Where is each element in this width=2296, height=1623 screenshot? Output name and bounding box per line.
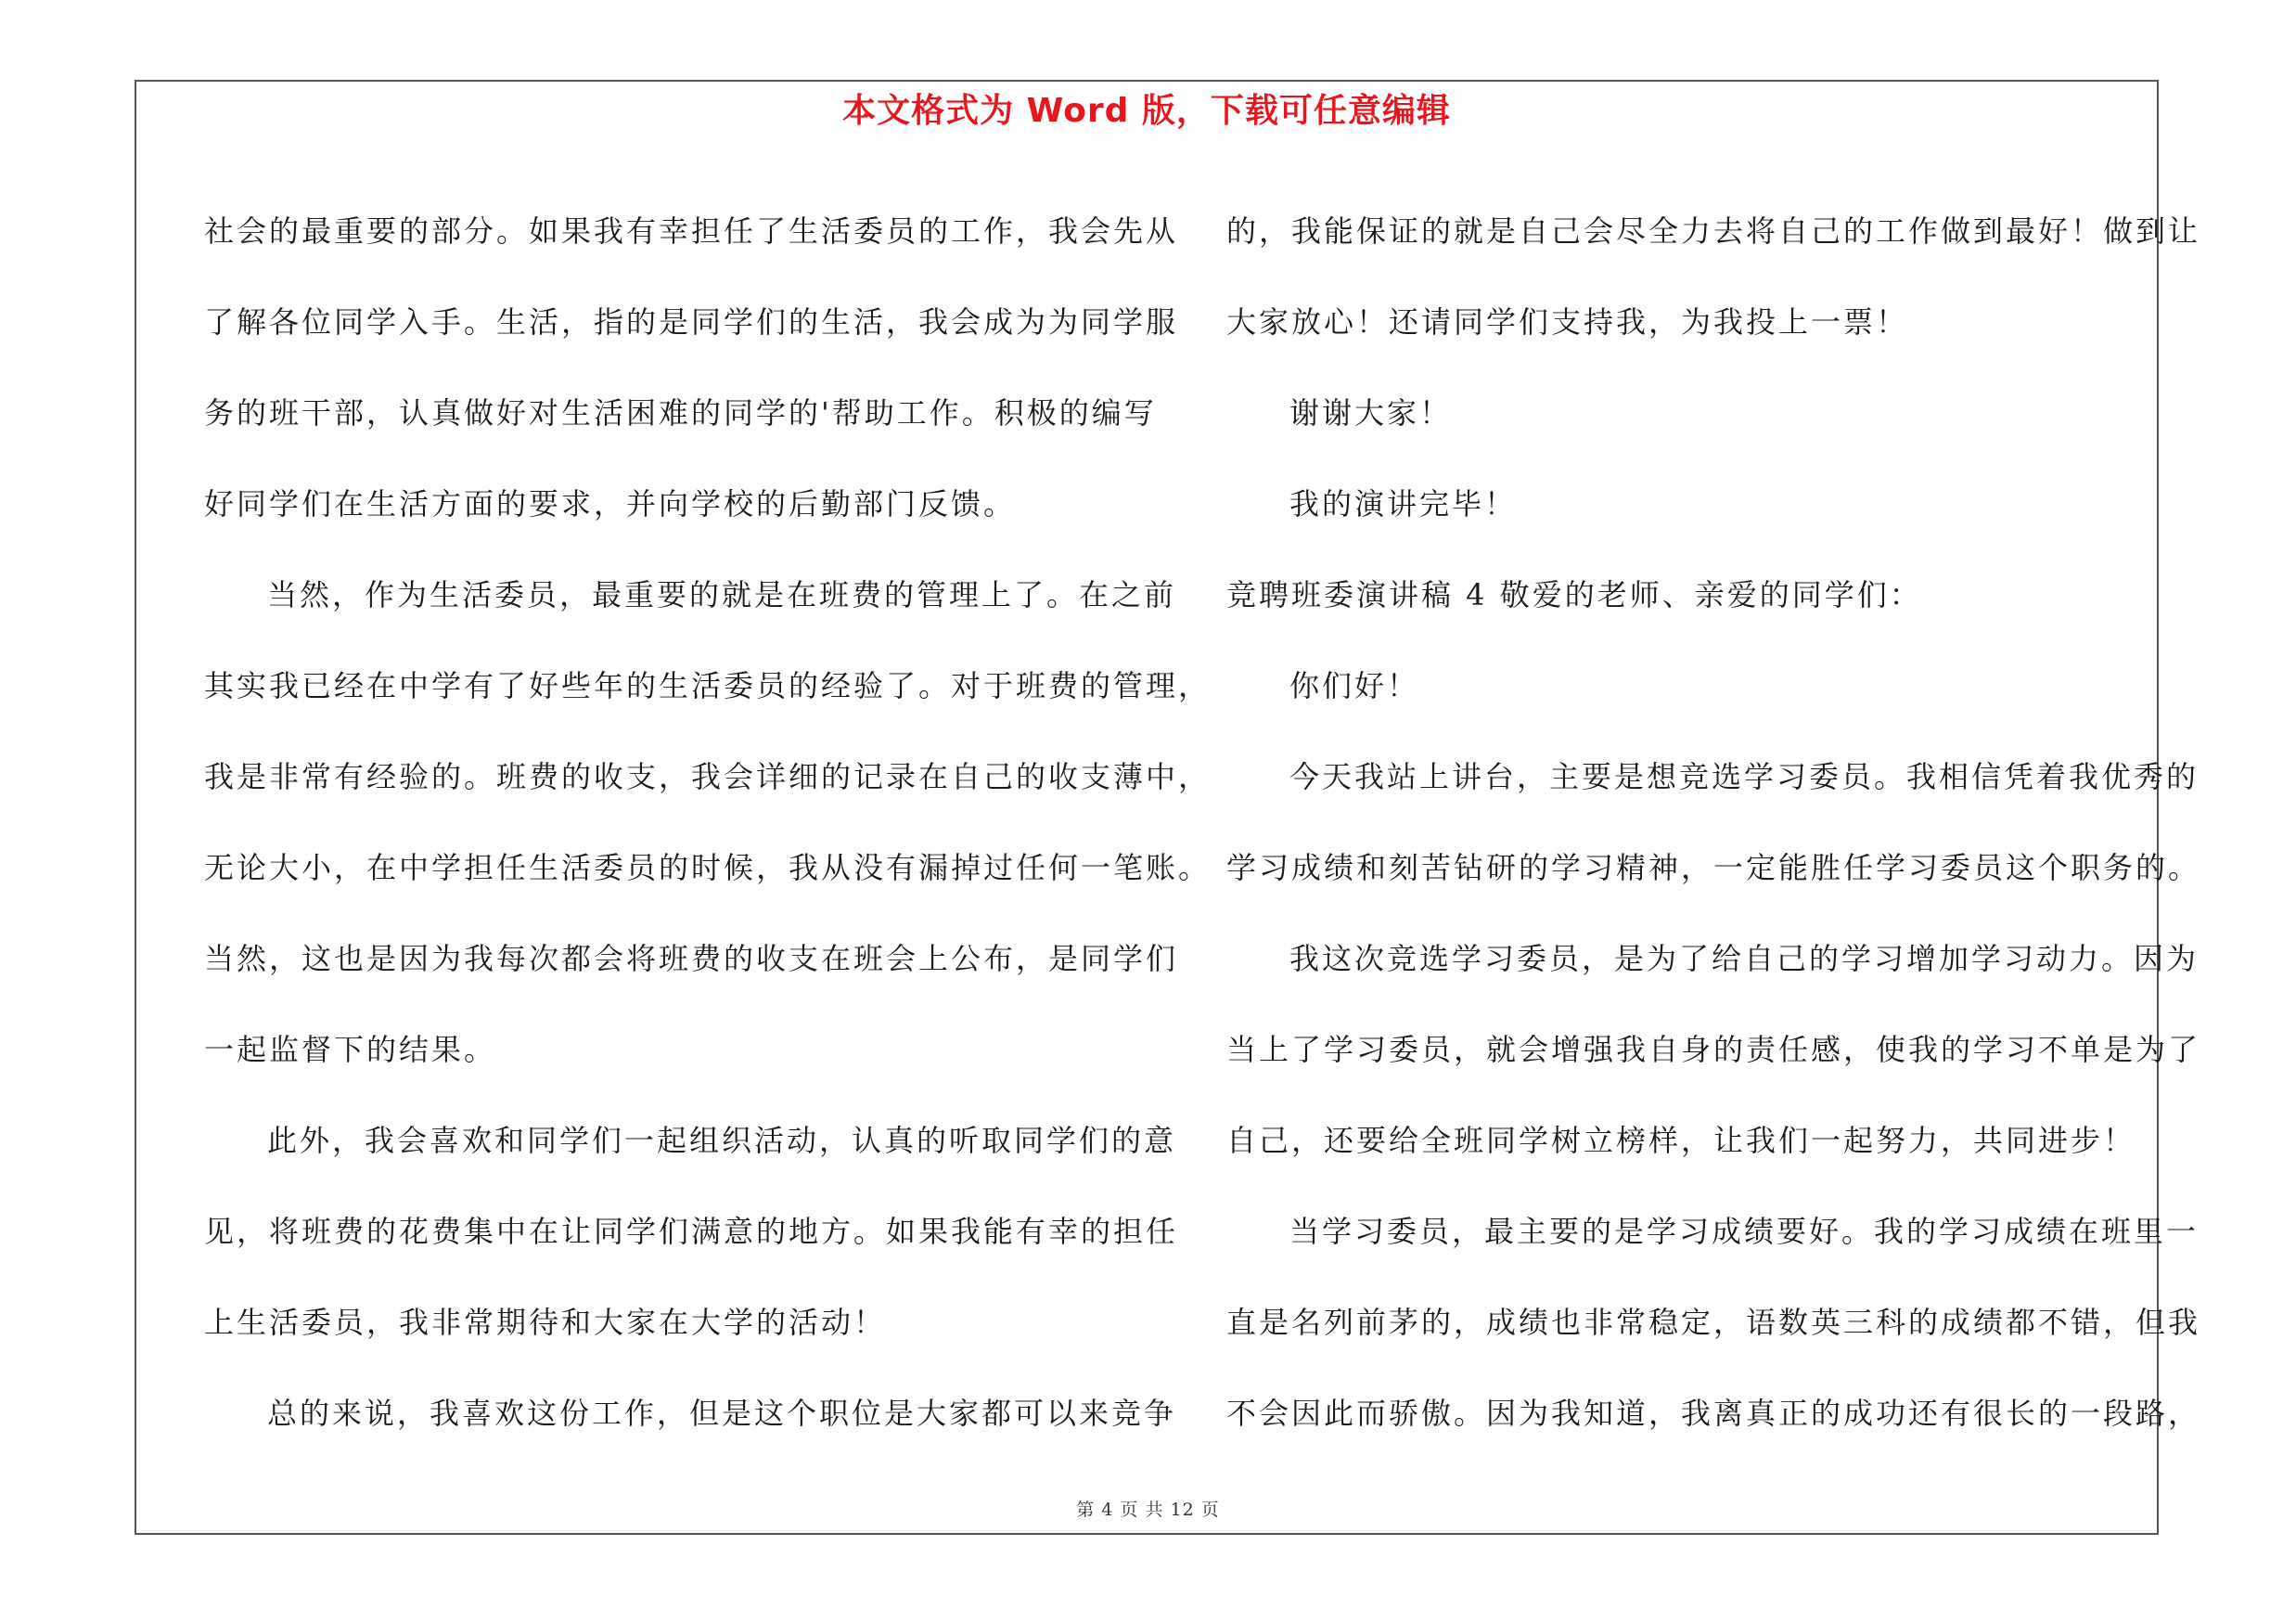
text-line: 我的演讲完毕！: [1289, 486, 1518, 522]
page-number-footer: 第 4 页 共 12 页: [1076, 1500, 1220, 1520]
text-line: 此外，我会喜欢和同学们一起组织活动，认真的听取同学们的意: [267, 1123, 1177, 1158]
text-line: 无论大小，在中学担任生活委员的时候，我从没有漏掉过任何一笔账。: [204, 850, 1212, 885]
text-line: 当学习委员，最主要的是学习成绩要好。我的学习成绩在班里一: [1289, 1214, 2200, 1249]
word-format-banner: 本文格式为 Word 版，下载可任意编辑: [842, 92, 1451, 130]
text-line: 见，将班费的花费集中在让同学们满意的地方。如果我能有幸的担任: [204, 1214, 1179, 1249]
text-line: 了解各位同学入手。生活，指的是同学们的生活，我会成为为同学服: [204, 304, 1179, 340]
text-line: 大家放心！还请同学们支持我，为我投上一票！: [1226, 304, 1909, 340]
text-line: 好同学们在生活方面的要求，并向学校的后勤部门反馈。: [204, 486, 1017, 522]
text-line: 当然，这也是因为我每次都会将班费的收支在班会上公布，是同学们: [204, 941, 1179, 976]
text-line: 今天我站上讲台，主要是想竞选学习委员。我相信凭着我优秀的: [1289, 759, 2200, 794]
section-heading-line: 竞聘班委演讲稿 4 敬爱的老师、亲爱的同学们：: [1226, 577, 1922, 612]
text-line: 上生活委员，我非常期待和大家在大学的活动！: [204, 1305, 887, 1340]
text-line: 你们好！: [1289, 668, 1420, 703]
text-line: 谢谢大家！: [1289, 395, 1453, 431]
text-line: 我是非常有经验的。班费的收支，我会详细的记录在自己的收支薄中，: [204, 759, 1212, 794]
text-line: 学习成绩和刻苦钻研的学习精神，一定能胜任学习委员这个职务的。: [1226, 850, 2201, 885]
right-text-column: [1226, 186, 2201, 1459]
text-line: 当然，作为生活委员，最重要的就是在班费的管理上了。在之前: [267, 577, 1177, 612]
text-line: 社会的最重要的部分。如果我有幸担任了生活委员的工作，我会先从: [204, 213, 1179, 249]
text-line: 一起监督下的结果。: [204, 1032, 497, 1067]
text-line: 总的来说，我喜欢这份工作，但是这个职位是大家都可以来竞争: [267, 1396, 1177, 1431]
left-text-column: [204, 186, 1212, 1459]
text-line: 务的班干部，认真做好对生活困难的同学的'帮助工作。积极的编写: [204, 395, 1157, 431]
text-line: 其实我已经在中学有了好些年的生活委员的经验了。对于班费的管理，: [204, 668, 1212, 703]
text-line: 不会因此而骄傲。因为我知道，我离真正的成功还有很长的一段路，: [1226, 1396, 2201, 1431]
text-line: 自己，还要给全班同学树立榜样，让我们一起努力，共同进步！: [1226, 1123, 2136, 1158]
text-line: 直是名列前茅的，成绩也非常稳定，语数英三科的成绩都不错，但我: [1226, 1305, 2201, 1340]
text-line: 我这次竞选学习委员，是为了给自己的学习增加学习动力。因为: [1289, 941, 2200, 976]
text-line: 的，我能保证的就是自己会尽全力去将自己的工作做到最好！做到让: [1226, 213, 2201, 249]
text-line: 当上了学习委员，就会增强我自身的责任感，使我的学习不单是为了: [1226, 1032, 2201, 1067]
